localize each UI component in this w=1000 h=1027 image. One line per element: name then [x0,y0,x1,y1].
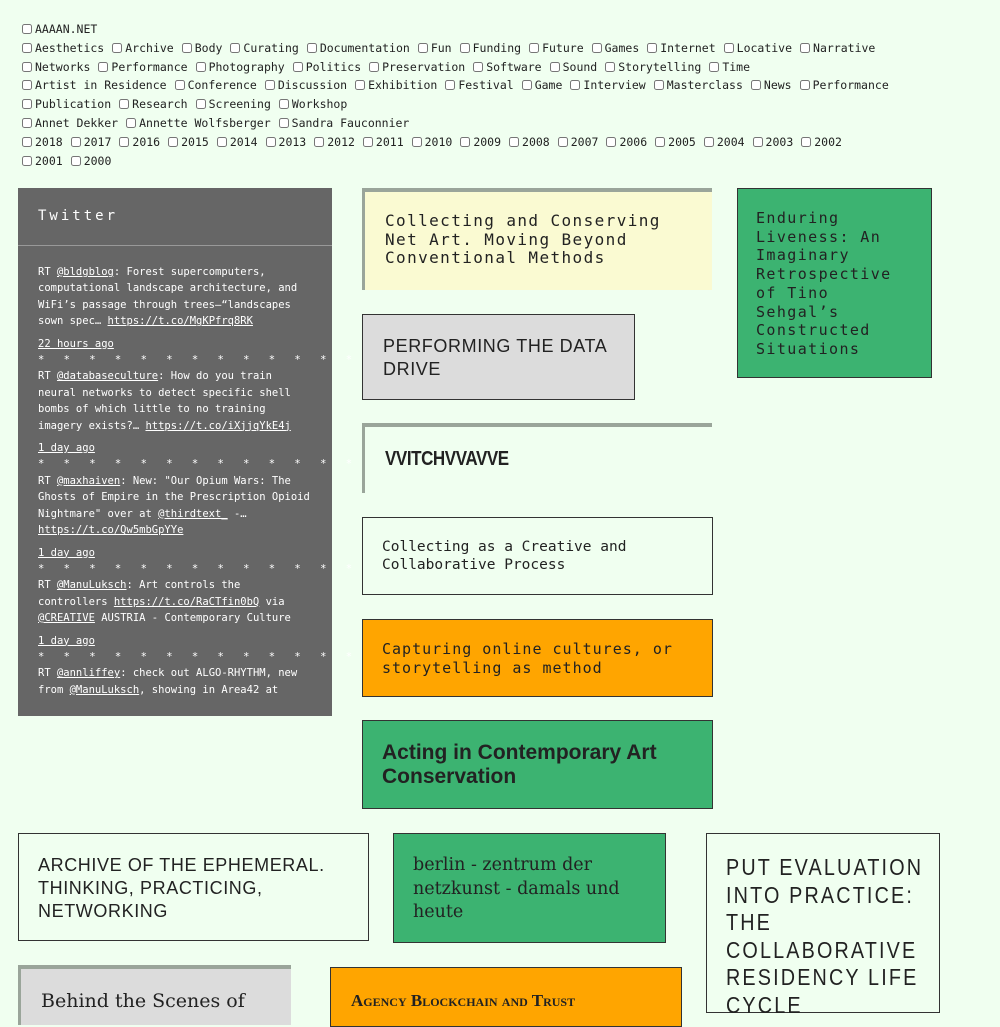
filter-option[interactable] [71,152,112,171]
filter-option[interactable] [445,76,513,95]
filter-label: Research [132,97,188,112]
filter-option[interactable] [126,114,271,133]
filter-row [22,152,982,171]
filter-panel [22,20,982,170]
filter-label: 2018 [35,134,63,149]
filter-option[interactable] [800,76,889,95]
filter-option[interactable] [751,76,792,95]
filter-checkbox[interactable] [460,137,470,147]
card-title: Enduring Liveness: An Imaginary Retrospective of Tino Sehgal’s Constructed Situations [756,209,892,358]
filter-checkbox[interactable] [22,24,32,34]
tweet-url-link[interactable]: https://t.co/Qw5mbGpYYe [38,524,184,537]
filter-checkbox[interactable] [71,156,81,166]
filter-label: 2002 [814,134,842,149]
filter-label: Exhibition [368,78,438,93]
filter-label: Conference [187,78,257,93]
card-title: Acting in Contemporary Art Conservation [382,741,657,788]
filter-checkbox[interactable] [606,137,616,147]
filter-checkbox[interactable] [460,43,470,53]
filter-label: 2011 [375,134,404,149]
filter-option[interactable] [460,133,501,152]
tweet-body: : How do you train neural networks to detect specific shell bombs of which little to no training imagery exists?… [38,370,291,432]
filter-option[interactable] [605,58,701,77]
filter-label: Storytelling [618,59,702,74]
card-vvitchvvavve[interactable] [362,423,712,493]
filter-label: Photography [208,59,285,74]
filter-checkbox[interactable] [355,80,365,90]
filter-checkbox[interactable] [22,80,32,90]
filter-option[interactable] [98,58,187,77]
filter-label: Interview [583,78,646,93]
filter-checkbox[interactable] [558,137,568,147]
filter-checkbox[interactable] [168,137,178,147]
filter-label: Games [604,40,640,55]
filter-label: Performance [812,78,889,93]
card-title: berlin - zentrum der netzkunst - damals und heute [413,855,620,922]
card-title: VVITCHVVAVVE [385,448,509,470]
twitter-widget [18,188,359,716]
filter-label: 2008 [522,134,550,149]
filter-row [22,39,982,58]
filter-label: Artist in Residence [35,78,167,93]
filter-checkbox[interactable] [709,62,719,72]
filter-label: Time [722,59,751,74]
filter-checkbox[interactable] [412,137,422,147]
tweet-time-link[interactable]: 1 day ago [38,546,95,559]
filter-option[interactable] [266,133,307,152]
filter-row [22,114,982,133]
tweet-body: -… [227,507,247,520]
filter-option[interactable] [230,39,298,58]
card-behind-scenes[interactable] [18,965,291,1025]
filter-option[interactable] [307,39,410,58]
card-title: PUT EVALUATION INTO PRACTICE: THE COLLABORATIVE RESIDENCY LIFE CYCLE [726,854,924,1018]
card-title: Collecting as a Creative and Collaborative Process [382,539,627,573]
filter-option[interactable] [558,133,599,152]
filter-checkbox[interactable] [196,99,206,109]
filter-checkbox[interactable] [22,62,32,72]
filter-checkbox[interactable] [445,80,455,90]
tweet-separator: * * * * * * * * * * * * * [38,562,359,575]
filter-option[interactable] [460,39,521,58]
filter-label: Body [194,40,223,55]
filter-row [22,20,982,39]
filter-checkbox[interactable] [22,99,32,109]
filter-option[interactable] [22,20,97,39]
tweet-body: AUSTRIA - Contemporary Culture [94,612,291,625]
filter-checkbox[interactable] [175,80,185,90]
filter-checkbox[interactable] [119,99,129,109]
tweet-text [38,665,312,698]
tweet-url-link[interactable]: https://t.co/iXjjqYkE4j [145,419,291,432]
tweet-prefix: RT [38,266,57,278]
filter-option[interactable] [22,58,90,77]
filter-checkbox[interactable] [22,137,32,147]
filter-label: 2009 [473,134,502,149]
tweet-body: : New: "Our Opium Wars: The Ghosts of Empire in the Prescription Opioid Nightmare" over at [38,474,310,520]
filter-label: News [763,78,792,93]
filter-checkbox[interactable] [800,43,810,53]
filter-label: Publication [35,97,112,112]
filter-option[interactable] [196,95,271,114]
filter-option[interactable] [753,133,794,152]
tweet-handle-link[interactable]: @bldgblog [56,266,114,278]
filter-checkbox[interactable] [753,137,763,147]
filter-option[interactable] [704,133,745,152]
card-performing-data-drive[interactable] [362,314,635,400]
tweet-prefix: RT [38,667,57,680]
filter-option[interactable] [709,58,750,77]
filter-label: Curating [243,40,299,55]
filter-label: Annet Dekker [35,115,119,130]
card-title: Collecting and Conserving Net Art. Moving Beyond Conventional Methods [385,211,661,267]
filter-checkbox[interactable] [418,43,428,53]
card-berlin-netzkunst[interactable] [393,833,666,943]
card-title: Agency Blockchain and Trust [351,991,576,1010]
filter-option[interactable] [22,114,118,133]
filter-label: 2005 [668,134,696,149]
tweet-prefix: RT [38,579,57,592]
filter-option[interactable] [112,39,173,58]
filter-label: 2000 [83,153,112,168]
filter-label: Aesthetics [35,40,105,55]
card-capturing-online[interactable] [362,619,713,697]
filter-label: 2006 [619,134,648,149]
filter-label: 2001 [35,153,63,168]
filter-row [22,58,982,77]
filter-label: Narrative [813,40,876,55]
filter-checkbox[interactable] [22,156,32,166]
filter-checkbox[interactable] [126,118,136,128]
filter-checkbox[interactable] [22,118,32,128]
filter-option[interactable] [550,58,598,77]
filter-label: Discussion [277,78,348,93]
filter-option[interactable] [509,133,550,152]
filter-label: 2003 [765,134,794,149]
filter-checkbox[interactable] [509,137,519,147]
card-title: ARCHIVE OF THE EPHEMERAL. THINKING, PRACTICING, NETWORKING [38,855,325,921]
filter-option[interactable] [182,39,223,58]
filter-option[interactable] [418,39,452,58]
filter-checkbox[interactable] [182,43,192,53]
tweet-time-link[interactable]: 1 day ago [38,442,95,455]
card-enduring-liveness[interactable] [737,188,932,378]
filter-label: Sandra Fauconnier [291,115,410,130]
filter-checkbox[interactable] [605,62,615,72]
filter-checkbox[interactable] [704,137,714,147]
filter-label: Networks [35,59,91,74]
filter-checkbox[interactable] [724,43,734,53]
filter-checkbox[interactable] [265,80,275,90]
filter-label: Funding [472,40,522,55]
card-title: Capturing online cultures, or storytelling as method [382,640,673,677]
card-archive-ephemeral[interactable] [18,833,369,941]
filter-checkbox[interactable] [279,118,289,128]
filter-option[interactable] [196,58,285,77]
filter-checkbox[interactable] [266,137,276,147]
filter-label: Festival [458,78,514,93]
filter-option[interactable] [22,76,167,95]
card-collecting-creative[interactable] [362,517,713,595]
filter-label: 2013 [278,134,307,149]
filter-label: 2017 [83,134,112,149]
filter-option[interactable] [369,58,465,77]
tweet-body: via [259,595,285,608]
filter-checkbox[interactable] [654,80,664,90]
filter-option[interactable] [647,39,715,58]
filter-checkbox[interactable] [112,43,122,53]
filter-label: 2010 [424,134,453,149]
tweet-handle-link[interactable]: @databaseculture [56,370,159,383]
filter-option[interactable] [22,133,63,152]
filter-label: Sound [562,59,598,74]
tweet-handle-link[interactable]: @annliffey [56,667,121,680]
filter-checkbox[interactable] [801,137,811,147]
tweet-separator: * * * * * * * * * * * * * [38,458,359,471]
filter-label: 2004 [716,134,745,149]
filter-checkbox[interactable] [369,62,379,72]
filter-label: Politics [305,59,362,74]
filter-checkbox[interactable] [522,80,532,90]
tweet-handle-link[interactable]: @CREATIVE [38,612,95,625]
filter-option[interactable] [363,133,404,152]
filter-checkbox[interactable] [529,43,539,53]
filter-label: 2014 [229,134,258,149]
tweet-separator: * * * * * * * * * * * * * [38,650,359,663]
filter-checkbox[interactable] [473,62,483,72]
filter-option[interactable] [119,133,160,152]
tweet-text [38,473,312,539]
card-title: Behind the Scenes of [41,990,245,1012]
filter-label: Preservation [382,59,466,74]
filter-label: Annette Wolfsberger [139,115,271,130]
tweet-time-link[interactable]: 22 hours ago [38,337,114,350]
filter-label: Masterclass [666,78,743,93]
filter-checkbox[interactable] [647,43,657,53]
filter-label: Game [534,78,563,93]
card-acting-conservation[interactable] [362,720,713,809]
tweet-time-link[interactable]: 1 day ago [38,634,95,647]
filter-label: Internet [660,40,716,55]
filter-option[interactable] [529,39,584,58]
filter-option[interactable] [22,39,104,58]
filter-option[interactable] [800,39,875,58]
filter-label: 2007 [570,134,599,149]
filter-checkbox[interactable] [570,80,580,90]
filter-label: Performance [111,59,188,74]
filter-label: Fun [430,40,452,55]
filter-checkbox[interactable] [800,80,810,90]
filter-option[interactable] [22,152,63,171]
filter-option[interactable] [522,76,563,95]
filter-option[interactable] [355,76,437,95]
tweet-prefix: RT [38,370,57,383]
tweet-handle-link[interactable]: @ManuLuksch [56,579,127,592]
filter-option[interactable] [71,133,112,152]
twitter-title: Twitter [18,188,332,246]
filter-checkbox[interactable] [314,137,324,147]
filter-checkbox[interactable] [279,99,289,109]
tweet-body: , showing in Area42 at [139,683,279,696]
card-agency-blockchain[interactable] [330,967,682,1027]
tweet-body: : Forest supercomputers, computational landscape architecture, and WiFi’s passage through trees—“landscapes sown spec… [38,266,298,328]
tweet-handle-link[interactable]: @thirdtext_ [158,507,228,520]
filter-option[interactable] [724,39,792,58]
filter-option[interactable] [293,58,361,77]
filter-option[interactable] [265,76,347,95]
filter-option[interactable] [175,76,257,95]
tweet-text [38,264,312,330]
filter-option[interactable] [412,133,453,152]
filter-label: 2016 [132,134,161,149]
filter-checkbox[interactable] [550,62,560,72]
filter-label: Archive [125,40,174,55]
filter-checkbox[interactable] [71,137,81,147]
filter-checkbox[interactable] [592,43,602,53]
filter-option[interactable] [279,114,410,133]
filter-label: Screening [208,97,271,112]
tweet-text [38,368,312,434]
twitter-feed[interactable] [18,246,359,698]
card-title: PERFORMING THE DATA DRIVE [383,336,607,379]
filter-checkbox[interactable] [22,43,32,53]
filter-option[interactable] [801,133,842,152]
filter-label: Documentation [319,40,410,55]
filter-label: AAAAN.NET [35,22,98,36]
tweet-separator: * * * * * * * * * * * * * [38,354,359,367]
card-collecting-conserving[interactable] [362,188,712,290]
filter-label: Software [486,59,542,74]
filter-option[interactable] [654,76,743,95]
filter-option[interactable] [473,58,541,77]
filter-row [22,76,982,95]
tweet-handle-link[interactable]: @maxhaiven [56,474,121,487]
filter-option[interactable] [279,95,347,114]
filter-checkbox[interactable] [230,43,240,53]
filter-checkbox[interactable] [119,137,129,147]
filter-option[interactable] [119,95,187,114]
filter-option[interactable] [655,133,696,152]
filter-option[interactable] [22,95,111,114]
filter-option[interactable] [314,133,355,152]
tweet-handle-link[interactable]: @ManuLuksch [69,683,140,696]
filter-checkbox[interactable] [655,137,665,147]
tweet-url-link[interactable]: https://t.co/RaCTfin0bQ [113,595,260,608]
tweet-text [38,577,312,626]
filter-label: 2012 [327,134,355,149]
filter-row [22,133,982,152]
filter-option[interactable] [606,133,647,152]
filter-checkbox[interactable] [196,62,206,72]
filter-option[interactable] [570,76,645,95]
filter-label: Future [542,40,584,55]
filter-label: Locative [736,40,793,55]
tweet-url-link[interactable]: https://t.co/MgKPfrq8RK [107,315,253,328]
filter-checkbox[interactable] [363,137,373,147]
filter-checkbox[interactable] [307,43,317,53]
tweet-body: : check out ALGO-RHYTHM, new from [38,667,298,696]
card-put-evaluation[interactable] [706,833,940,1018]
filter-label: 2015 [181,134,209,149]
filter-option[interactable] [592,39,640,58]
filter-checkbox[interactable] [98,62,108,72]
filter-option[interactable] [217,133,258,152]
filter-checkbox[interactable] [293,62,303,72]
filter-label: Workshop [291,97,348,112]
filter-row [22,95,982,114]
filter-checkbox[interactable] [217,137,227,147]
filter-checkbox[interactable] [751,80,761,90]
tweet-prefix: RT [38,474,57,487]
tweet-body: : Art controls the controllers [38,579,241,608]
filter-option[interactable] [168,133,209,152]
